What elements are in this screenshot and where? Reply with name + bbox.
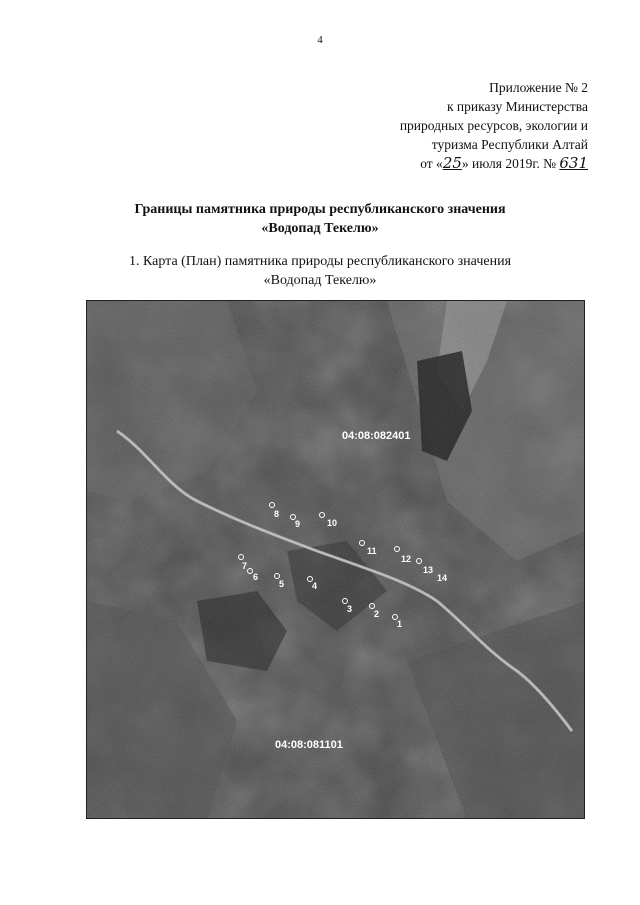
svg-text:6: 6 bbox=[253, 572, 259, 582]
svg-text:14: 14 bbox=[437, 573, 448, 583]
document-title bbox=[0, 200, 640, 238]
svg-text:1: 1 bbox=[397, 619, 403, 629]
handwritten-order-number: 631 bbox=[559, 154, 588, 172]
cadastral-label-south bbox=[275, 739, 343, 751]
svg-text:8: 8 bbox=[274, 509, 280, 519]
svg-text:5: 5 bbox=[279, 579, 285, 589]
svg-text:7: 7 bbox=[242, 561, 248, 571]
svg-text:13: 13 bbox=[423, 565, 434, 575]
subtitle-line-1: 1. Карта (План) памятника природы республиканского значения bbox=[128, 254, 512, 269]
date-middle: » июля 2019г. № bbox=[461, 156, 556, 171]
satellite-map bbox=[86, 300, 585, 819]
title-line-1: Границы памятника природы республиканского значения bbox=[134, 202, 506, 217]
svg-text:4: 4 bbox=[312, 581, 318, 591]
svg-text:04:08:081101: 04:08:081101 bbox=[275, 739, 343, 751]
title-line-2: «Водопад Текелю» bbox=[261, 221, 379, 236]
map-graphic bbox=[87, 301, 585, 819]
subtitle-line-2: «Водопад Текелю» bbox=[263, 273, 377, 288]
appendix-block bbox=[400, 78, 588, 173]
map-section-heading bbox=[0, 252, 640, 290]
appendix-date-line bbox=[400, 154, 588, 173]
svg-text:10: 10 bbox=[327, 518, 338, 528]
boundary-point bbox=[437, 573, 447, 583]
appendix-line-2: к приказу Министерства bbox=[446, 99, 588, 114]
appendix-line-3: природных ресурсов, экологии и bbox=[399, 118, 588, 133]
page-number: 4 bbox=[317, 34, 323, 46]
svg-text:11: 11 bbox=[367, 546, 377, 556]
svg-text:2: 2 bbox=[374, 609, 380, 619]
cadastral-label-north bbox=[342, 430, 411, 442]
appendix-line-4: туризма Республики Алтай bbox=[431, 137, 588, 152]
date-prefix: от « bbox=[420, 156, 443, 171]
appendix-line-1: Приложение № 2 bbox=[489, 80, 588, 95]
svg-text:9: 9 bbox=[295, 519, 301, 529]
handwritten-day: 25 bbox=[442, 154, 462, 172]
svg-text:04:08:082401: 04:08:082401 bbox=[342, 430, 411, 442]
svg-text:12: 12 bbox=[401, 554, 412, 564]
svg-text:3: 3 bbox=[347, 604, 353, 614]
